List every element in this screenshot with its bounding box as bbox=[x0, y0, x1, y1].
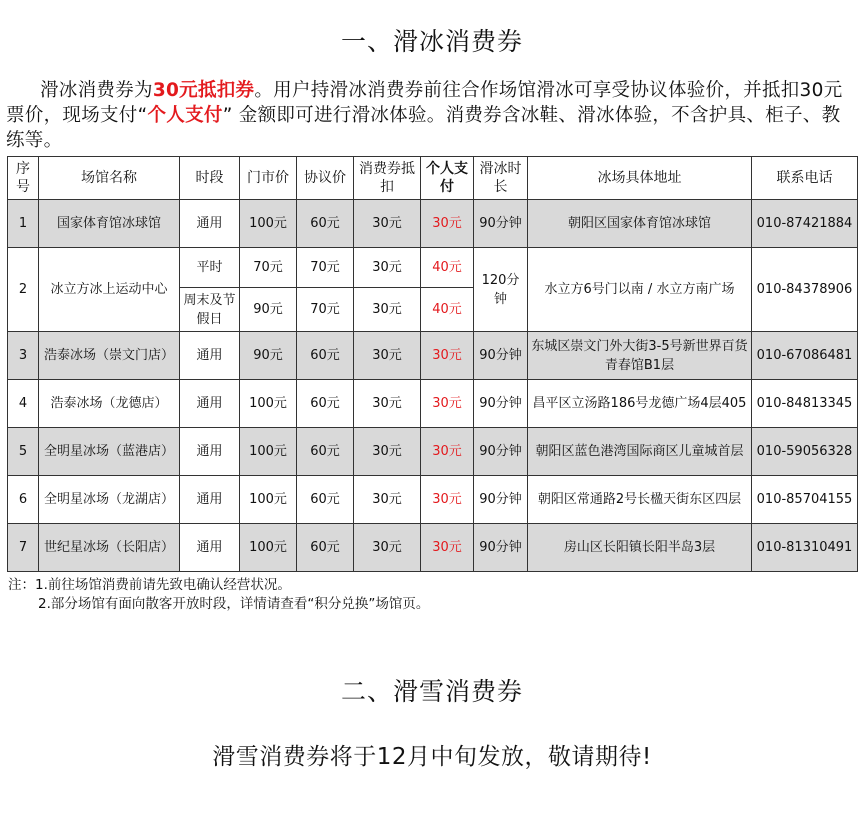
header-duration: 滑冰时长 bbox=[474, 157, 528, 200]
cell-period: 平时 bbox=[180, 248, 240, 288]
cell-voucher: 30元 bbox=[354, 200, 421, 248]
table-notes bbox=[8, 576, 429, 614]
cell-door-price: 90元 bbox=[240, 332, 297, 380]
cell-voucher: 30元 bbox=[354, 332, 421, 380]
cell-venue: 全明星冰场（龙湖店） bbox=[39, 476, 180, 524]
cell-phone: 010-59056328 bbox=[752, 428, 858, 476]
cell-seq: 2 bbox=[8, 248, 39, 332]
note-1: 注：1.前往场馆消费前请先致电确认经营状况。 bbox=[8, 577, 291, 593]
cell-venue: 浩泰冰场（龙德店） bbox=[39, 380, 180, 428]
cell-duration: 90分钟 bbox=[474, 200, 528, 248]
cell-duration: 90分钟 bbox=[474, 380, 528, 428]
cell-phone: 010-81310491 bbox=[752, 524, 858, 572]
cell-personal-pay: 40元 bbox=[421, 248, 474, 288]
cell-period: 通用 bbox=[180, 332, 240, 380]
header-voucher: 消费券抵扣 bbox=[354, 157, 421, 200]
cell-personal-pay: 30元 bbox=[421, 428, 474, 476]
cell-personal-pay: 30元 bbox=[421, 200, 474, 248]
section-title-skating: 一、滑冰消费券 bbox=[340, 27, 523, 56]
cell-personal-pay: 40元 bbox=[421, 288, 474, 332]
header-venue: 场馆名称 bbox=[39, 157, 180, 200]
cell-period: 周末及节假日 bbox=[180, 288, 240, 332]
header-phone: 联系电话 bbox=[752, 157, 858, 200]
cell-address: 朝阳区国家体育馆冰球馆 bbox=[528, 200, 752, 248]
cell-agreed-price: 70元 bbox=[297, 248, 354, 288]
header-period: 时段 bbox=[180, 157, 240, 200]
cell-period: 通用 bbox=[180, 476, 240, 524]
cell-seq: 6 bbox=[8, 476, 39, 524]
cell-address: 东城区崇文门外大街3-5号新世界百货青春馆B1层 bbox=[528, 332, 752, 380]
header-personal-pay: 个人支付 bbox=[421, 157, 474, 200]
table-row bbox=[8, 476, 858, 524]
cell-period: 通用 bbox=[180, 200, 240, 248]
cell-phone: 010-87421884 bbox=[752, 200, 858, 248]
cell-phone: 010-85704155 bbox=[752, 476, 858, 524]
table-row bbox=[8, 332, 858, 380]
table-row bbox=[8, 380, 858, 428]
cell-phone: 010-67086481 bbox=[752, 332, 858, 380]
table-header-row bbox=[8, 157, 858, 200]
cell-seq: 3 bbox=[8, 332, 39, 380]
intro-text-1: 滑冰消费券为 bbox=[40, 80, 153, 101]
cell-address: 房山区长阳镇长阳半岛3层 bbox=[528, 524, 752, 572]
cell-agreed-price: 70元 bbox=[297, 288, 354, 332]
cell-phone: 010-84813345 bbox=[752, 380, 858, 428]
cell-seq: 1 bbox=[8, 200, 39, 248]
cell-period: 通用 bbox=[180, 428, 240, 476]
cell-voucher: 30元 bbox=[354, 248, 421, 288]
intro-text-3: ” 金额即可进行滑冰体验。消费券含冰鞋、滑冰体验，不含护具、柜子、教练等。 bbox=[6, 105, 841, 151]
cell-duration: 90分钟 bbox=[474, 428, 528, 476]
cell-personal-pay: 30元 bbox=[421, 524, 474, 572]
header-door-price: 门市价 bbox=[240, 157, 297, 200]
table-row bbox=[8, 200, 858, 248]
cell-agreed-price: 60元 bbox=[297, 200, 354, 248]
skiing-announcement: 滑雪消费券将于12月中旬发放，敬请期待! bbox=[212, 744, 652, 770]
note-2: 2.部分场馆有面向散客开放时段，详情请查看“积分兑换”场馆页。 bbox=[38, 596, 430, 612]
cell-seq: 5 bbox=[8, 428, 39, 476]
table-row bbox=[8, 428, 858, 476]
cell-door-price: 100元 bbox=[240, 428, 297, 476]
cell-duration: 90分钟 bbox=[474, 476, 528, 524]
cell-voucher: 30元 bbox=[354, 380, 421, 428]
cell-voucher: 30元 bbox=[354, 428, 421, 476]
cell-door-price: 90元 bbox=[240, 288, 297, 332]
skating-intro-paragraph bbox=[6, 78, 858, 153]
cell-venue: 世纪星冰场（长阳店） bbox=[39, 524, 180, 572]
intro-text-2: 。用户持滑冰消费券前往合作场馆滑冰可享受协议体验价，并抵扣30元票价，现场支付“ bbox=[6, 80, 843, 126]
table-row bbox=[8, 248, 858, 288]
cell-address: 昌平区立汤路186号龙德广场4层405 bbox=[528, 380, 752, 428]
header-agreed-price: 协议价 bbox=[297, 157, 354, 200]
cell-seq: 4 bbox=[8, 380, 39, 428]
cell-duration: 90分钟 bbox=[474, 332, 528, 380]
cell-voucher: 30元 bbox=[354, 288, 421, 332]
cell-venue: 国家体育馆冰球馆 bbox=[39, 200, 180, 248]
cell-voucher: 30元 bbox=[354, 524, 421, 572]
cell-phone: 010-84378906 bbox=[752, 248, 858, 332]
cell-agreed-price: 60元 bbox=[297, 332, 354, 380]
cell-venue: 浩泰冰场（崇文门店） bbox=[39, 332, 180, 380]
cell-duration: 90分钟 bbox=[474, 524, 528, 572]
cell-address: 朝阳区常通路2号长楹天街东区四层 bbox=[528, 476, 752, 524]
cell-door-price: 100元 bbox=[240, 200, 297, 248]
cell-personal-pay: 30元 bbox=[421, 332, 474, 380]
cell-agreed-price: 60元 bbox=[297, 476, 354, 524]
cell-door-price: 70元 bbox=[240, 248, 297, 288]
cell-address: 朝阳区蓝色港湾国际商区儿童城首层 bbox=[528, 428, 752, 476]
header-address: 冰场具体地址 bbox=[528, 157, 752, 200]
cell-agreed-price: 60元 bbox=[297, 380, 354, 428]
cell-agreed-price: 60元 bbox=[297, 428, 354, 476]
cell-seq: 7 bbox=[8, 524, 39, 572]
cell-door-price: 100元 bbox=[240, 476, 297, 524]
cell-personal-pay: 30元 bbox=[421, 476, 474, 524]
table-row bbox=[8, 524, 858, 572]
cell-venue: 全明星冰场（蓝港店） bbox=[39, 428, 180, 476]
cell-period: 通用 bbox=[180, 524, 240, 572]
cell-door-price: 100元 bbox=[240, 380, 297, 428]
cell-voucher: 30元 bbox=[354, 476, 421, 524]
cell-address: 水立方6号门以南 / 水立方南广场 bbox=[528, 248, 752, 332]
cell-duration: 120分钟 bbox=[474, 248, 528, 332]
intro-highlight-voucher: 30元抵扣券 bbox=[152, 80, 255, 101]
rink-table bbox=[7, 156, 858, 572]
cell-personal-pay: 30元 bbox=[421, 380, 474, 428]
cell-period: 通用 bbox=[180, 380, 240, 428]
intro-highlight-personal-pay: 个人支付 bbox=[147, 105, 223, 126]
header-seq: 序号 bbox=[8, 157, 39, 200]
cell-agreed-price: 60元 bbox=[297, 524, 354, 572]
section-title-skiing: 二、滑雪消费券 bbox=[340, 677, 523, 706]
cell-venue: 冰立方冰上运动中心 bbox=[39, 248, 180, 332]
cell-door-price: 100元 bbox=[240, 524, 297, 572]
